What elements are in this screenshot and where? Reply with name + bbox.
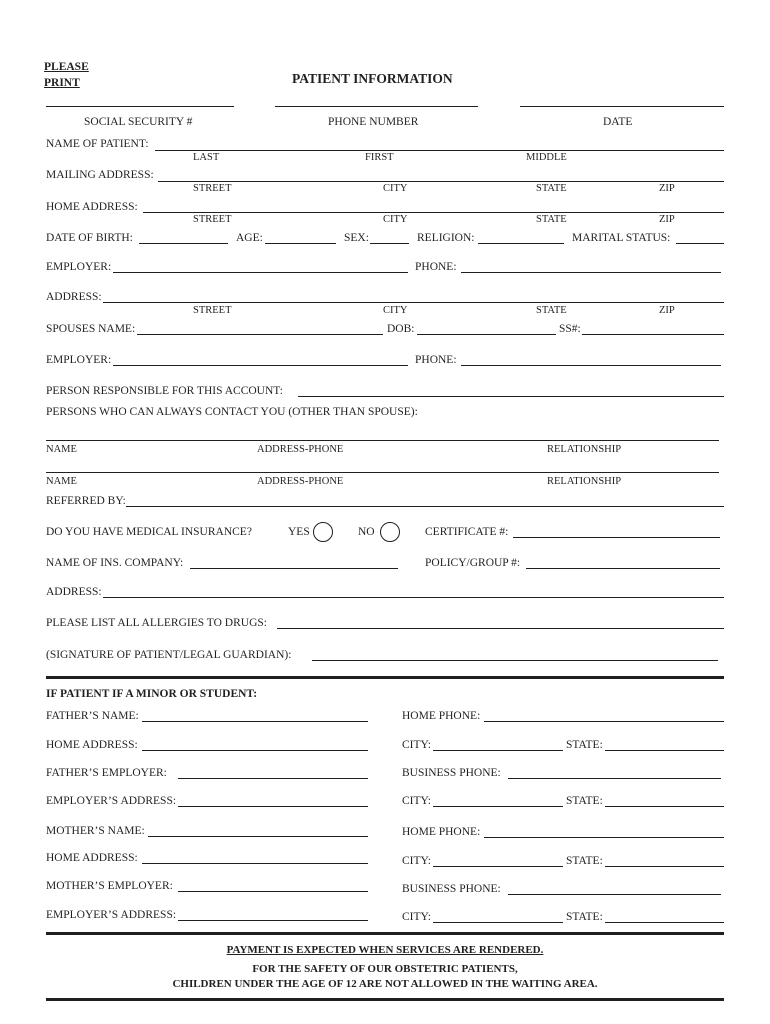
city-label: CITY xyxy=(383,183,408,194)
patient-name-label: NAME OF PATIENT: xyxy=(46,138,149,150)
footer-divider-bottom xyxy=(46,998,724,1001)
mother-home-address-label: HOME ADDRESS: xyxy=(46,852,138,864)
payment-notice: PAYMENT IS EXPECTED WHEN SERVICES ARE RENDERED. xyxy=(226,944,544,956)
state-label: STATE xyxy=(536,305,567,316)
fathers-name-field[interactable] xyxy=(142,721,368,722)
street-label: STREET xyxy=(193,214,232,225)
father-employers-address-field[interactable] xyxy=(178,806,368,807)
zip-label: ZIP xyxy=(659,214,675,225)
ssn-label: SOCIAL SECURITY # xyxy=(84,116,193,128)
father-home-phone-field[interactable] xyxy=(484,721,724,722)
spouse-ss-field[interactable] xyxy=(582,334,724,335)
religion-field[interactable] xyxy=(478,243,564,244)
father-emp-city-label: CITY: xyxy=(402,795,431,807)
spouse-ss-label: SS#: xyxy=(559,323,581,335)
contact-relationship-label: RELATIONSHIP xyxy=(547,476,622,487)
ins-company-label: NAME OF INS. COMPANY: xyxy=(46,557,184,569)
minor-heading: IF PATIENT IF A MINOR OR STUDENT: xyxy=(46,688,258,700)
father-home-phone-label: HOME PHONE: xyxy=(402,710,481,722)
mother-state-field[interactable] xyxy=(605,866,724,867)
father-emp-state-label: STATE: xyxy=(566,795,603,807)
mother-city-field[interactable] xyxy=(433,866,563,867)
certificate-label: CERTIFICATE #: xyxy=(425,526,509,538)
no-label: NO xyxy=(358,526,375,538)
employer-phone-label: PHONE: xyxy=(415,261,457,273)
date-label: DATE xyxy=(603,116,633,128)
dob-field[interactable] xyxy=(139,243,228,244)
fathers-name-label: FATHER’S NAME: xyxy=(46,710,139,722)
print-label: PRINT xyxy=(44,77,80,89)
signature-label: (SIGNATURE OF PATIENT/LEGAL GUARDIAN): xyxy=(46,649,292,661)
father-emp-state-field[interactable] xyxy=(605,806,724,807)
spouse-employer-field[interactable] xyxy=(113,365,408,366)
last-label: LAST xyxy=(193,152,220,163)
address-field[interactable] xyxy=(103,302,724,303)
allergies-field[interactable] xyxy=(277,628,724,629)
age-label: AGE: xyxy=(236,232,263,244)
spouse-name-label: SPOUSES NAME: xyxy=(46,323,136,335)
employer-phone-field[interactable] xyxy=(461,272,721,273)
father-state-field[interactable] xyxy=(605,750,724,751)
safety-notice: FOR THE SAFETY OF OUR OBSTETRIC PATIENTS, xyxy=(252,963,518,975)
patient-name-field[interactable] xyxy=(155,150,724,151)
spouse-employer-phone-label: PHONE: xyxy=(415,354,457,366)
spouse-dob-field[interactable] xyxy=(417,334,556,335)
city-label: CITY xyxy=(383,305,408,316)
section-divider xyxy=(46,676,724,679)
referred-by-label: REFERRED BY: xyxy=(46,495,126,507)
marital-status-label: MARITAL STATUS: xyxy=(572,232,671,244)
allergies-label: PLEASE LIST ALL ALLERGIES TO DRUGS: xyxy=(46,617,267,629)
zip-label: ZIP xyxy=(659,183,675,194)
contact-relationship-label: RELATIONSHIP xyxy=(547,444,622,455)
mother-employers-address-field[interactable] xyxy=(178,920,368,921)
home-address-field[interactable] xyxy=(143,212,724,213)
employer-field[interactable] xyxy=(113,272,408,273)
mother-employers-address-label: EMPLOYER’S ADDRESS: xyxy=(46,909,177,921)
certificate-field[interactable] xyxy=(513,537,720,538)
first-label: FIRST xyxy=(365,152,394,163)
phone-number-label: PHONE NUMBER xyxy=(328,116,419,128)
father-city-field[interactable] xyxy=(433,750,563,751)
father-business-phone-field[interactable] xyxy=(508,778,721,779)
phone-number-field[interactable] xyxy=(275,106,478,107)
spouse-name-field[interactable] xyxy=(137,334,383,335)
father-emp-city-field[interactable] xyxy=(433,806,563,807)
state-label: STATE xyxy=(536,214,567,225)
contact-1-field[interactable] xyxy=(46,440,719,441)
address-label: ADDRESS: xyxy=(46,291,102,303)
marital-status-field[interactable] xyxy=(676,243,724,244)
referred-by-field[interactable] xyxy=(126,506,724,507)
middle-label: MIDDLE xyxy=(526,152,567,163)
spouse-employer-label: EMPLOYER: xyxy=(46,354,112,366)
insurance-question: DO YOU HAVE MEDICAL INSURANCE? xyxy=(46,526,252,538)
responsible-label: PERSON RESPONSIBLE FOR THIS ACCOUNT: xyxy=(46,385,283,397)
home-address-label: HOME ADDRESS: xyxy=(46,201,138,213)
street-label: STREET xyxy=(193,305,232,316)
page-title: PATIENT INFORMATION xyxy=(292,71,453,86)
mothers-name-field[interactable] xyxy=(148,836,368,837)
policy-group-field[interactable] xyxy=(526,568,720,569)
contact-address-label: ADDRESS-PHONE xyxy=(257,444,344,455)
dob-label: DATE OF BIRTH: xyxy=(46,232,133,244)
father-business-phone-label: BUSINESS PHONE: xyxy=(402,767,501,779)
father-home-address-field[interactable] xyxy=(142,750,368,751)
mother-home-phone-field[interactable] xyxy=(484,837,724,838)
contact-name-label: NAME xyxy=(46,476,77,487)
ssn-field[interactable] xyxy=(46,106,234,107)
mothers-employer-field[interactable] xyxy=(178,891,368,892)
mother-emp-state-field[interactable] xyxy=(605,922,724,923)
mothers-name-label: MOTHER’S NAME: xyxy=(46,825,145,837)
yes-radio[interactable] xyxy=(313,522,333,542)
mother-home-phone-label: HOME PHONE: xyxy=(402,826,481,838)
contact-address-label: ADDRESS-PHONE xyxy=(257,476,344,487)
city-label: CITY xyxy=(383,214,408,225)
age-field[interactable] xyxy=(265,243,336,244)
zip-label: ZIP xyxy=(659,305,675,316)
mother-emp-state-label: STATE: xyxy=(566,911,603,923)
date-field[interactable] xyxy=(520,106,724,107)
contact-name-label: NAME xyxy=(46,444,77,455)
ins-address-field[interactable] xyxy=(103,597,724,598)
contact-2-field[interactable] xyxy=(46,472,719,473)
sex-label: SEX: xyxy=(344,232,369,244)
spouse-employer-phone-field[interactable] xyxy=(461,365,721,366)
responsible-field[interactable] xyxy=(298,396,724,397)
footer-divider-top xyxy=(46,932,724,935)
mother-business-phone-label: BUSINESS PHONE: xyxy=(402,883,501,895)
yes-label: YES xyxy=(288,526,310,538)
mother-emp-city-field[interactable] xyxy=(433,922,563,923)
please-label: PLEASE xyxy=(44,61,89,73)
father-employers-address-label: EMPLOYER’S ADDRESS: xyxy=(46,795,177,807)
contacts-label: PERSONS WHO CAN ALWAYS CONTACT YOU (OTHER THAN SPOUSE): xyxy=(46,406,418,418)
spouse-dob-label: DOB: xyxy=(387,323,415,335)
employer-label: EMPLOYER: xyxy=(46,261,112,273)
father-state-label: STATE: xyxy=(566,739,603,751)
father-city-label: CITY: xyxy=(402,739,431,751)
mother-business-phone-field[interactable] xyxy=(508,894,721,895)
sex-field[interactable] xyxy=(370,243,409,244)
mailing-address-field[interactable] xyxy=(158,181,724,182)
religion-label: RELIGION: xyxy=(417,232,475,244)
ins-address-label: ADDRESS: xyxy=(46,586,102,598)
no-radio[interactable] xyxy=(380,522,400,542)
fathers-employer-label: FATHER’S EMPLOYER: xyxy=(46,767,167,779)
mother-emp-city-label: CITY: xyxy=(402,911,431,923)
signature-field[interactable] xyxy=(312,660,718,661)
father-home-address-label: HOME ADDRESS: xyxy=(46,739,138,751)
fathers-employer-field[interactable] xyxy=(178,778,368,779)
policy-group-label: POLICY/GROUP #: xyxy=(425,557,521,569)
street-label: STREET xyxy=(193,183,232,194)
mailing-address-label: MAILING ADDRESS: xyxy=(46,169,154,181)
state-label: STATE xyxy=(536,183,567,194)
ins-company-field[interactable] xyxy=(190,568,398,569)
mother-home-address-field[interactable] xyxy=(142,863,368,864)
children-notice: CHILDREN UNDER THE AGE OF 12 ARE NOT ALLOWED IN THE WAITING AREA. xyxy=(172,978,598,990)
mother-city-label: CITY: xyxy=(402,855,431,867)
mother-state-label: STATE: xyxy=(566,855,603,867)
mothers-employer-label: MOTHER’S EMPLOYER: xyxy=(46,880,173,892)
